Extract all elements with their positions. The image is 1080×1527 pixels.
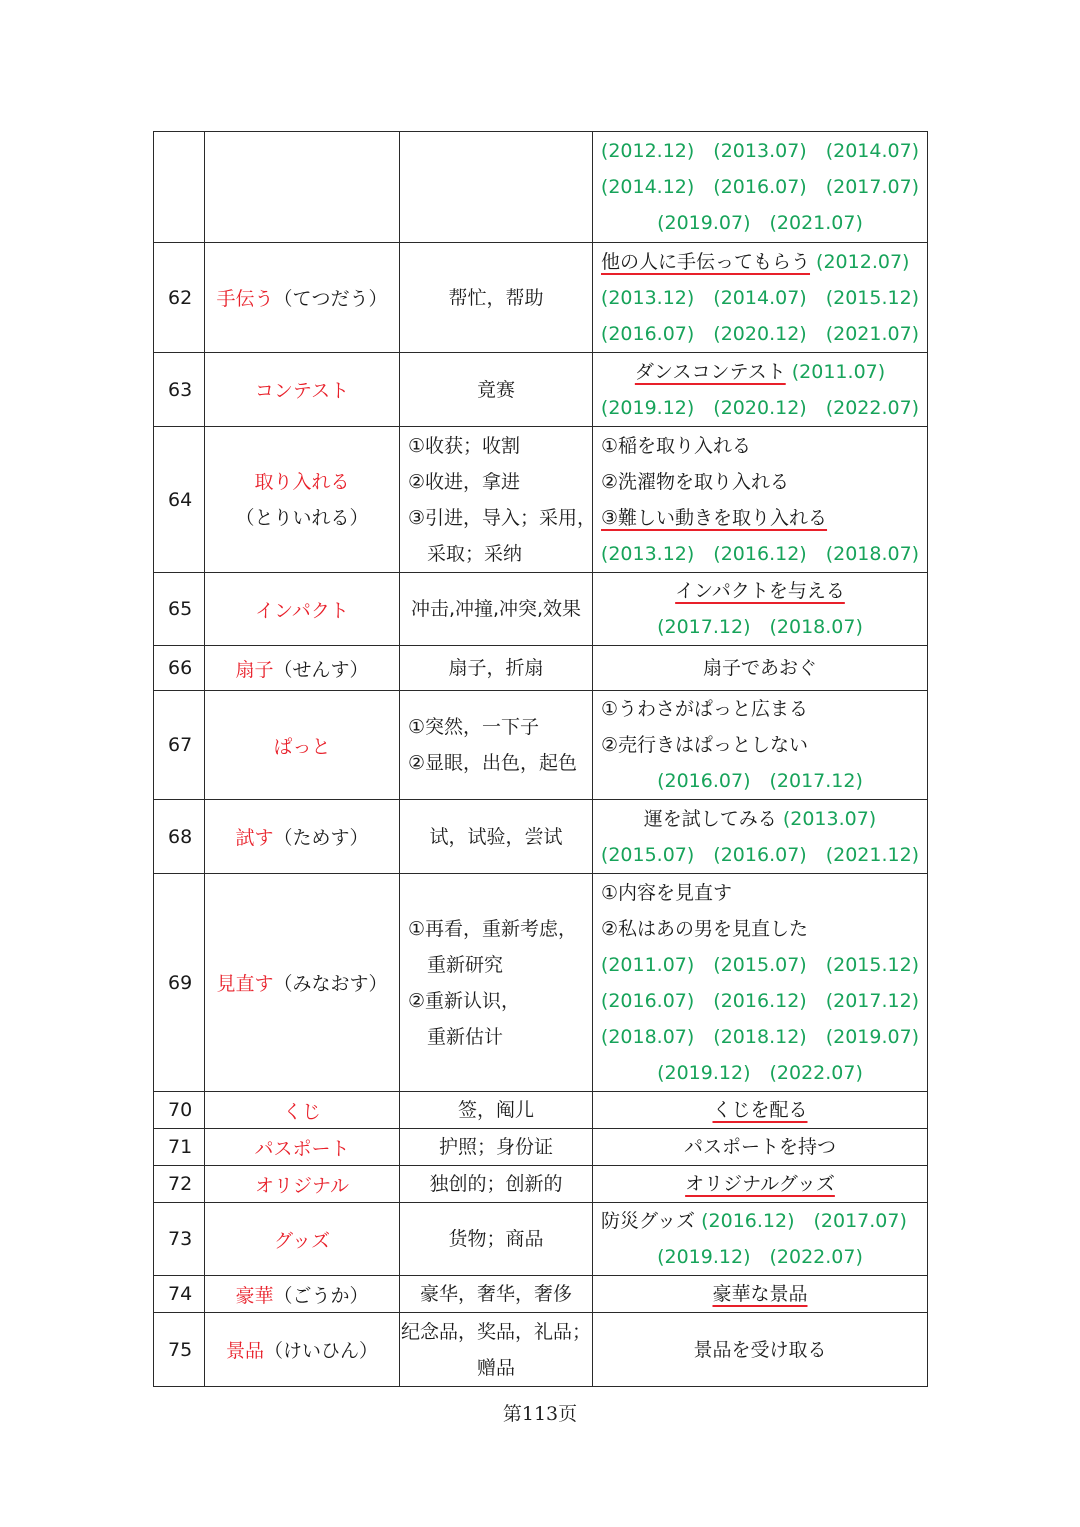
- exam-dates: (2013.12) (2014.07) (2015.12): [600, 286, 920, 309]
- example-sentence: ダンスコンテスト: [634, 360, 786, 383]
- row-number: 67: [154, 691, 205, 800]
- exam-dates: (2012.07): [810, 250, 910, 273]
- example-sentence: 扇子であおぐ: [702, 657, 817, 679]
- example-line: [593, 727, 927, 763]
- example-line: [593, 837, 927, 873]
- keyword: 手伝う: [216, 288, 274, 310]
- example-sentence: 豪華な景品: [712, 1283, 808, 1305]
- example-line: [593, 573, 927, 609]
- keyword: 景品: [225, 1340, 264, 1362]
- meaning-line: 帮忙，帮助: [448, 286, 544, 309]
- example-line: [593, 169, 927, 205]
- exam-dates: (2019.12) (2022.07): [657, 1061, 863, 1084]
- example-line: [593, 650, 927, 686]
- example-cell: [593, 691, 928, 800]
- example-sentence: 他の人に手伝ってもらう: [601, 250, 811, 273]
- vocab-word: [205, 800, 400, 874]
- example-line: [593, 801, 927, 837]
- keyword: 扇子: [235, 658, 274, 681]
- example-line: [593, 691, 927, 727]
- vocab-word: [205, 427, 400, 573]
- keyword: パスポート: [254, 1137, 350, 1160]
- exam-dates: (2011.07) (2015.07) (2015.12): [600, 953, 920, 976]
- example-sentence: 運を試してみる: [643, 807, 777, 830]
- example-cell: [593, 1129, 928, 1166]
- table-row: [154, 1313, 928, 1387]
- row-number: 62: [154, 243, 205, 353]
- meaning-line: 签，阄儿: [457, 1099, 534, 1121]
- meaning-line: 货物；商品: [448, 1228, 544, 1250]
- row-number: 71: [154, 1129, 205, 1166]
- example-sentence: ②売行きはぱっとしない: [601, 734, 809, 756]
- keyword: 見直す: [216, 973, 274, 995]
- meaning-cell: [400, 1276, 593, 1313]
- reading: （せんす）: [273, 658, 369, 681]
- meaning-cell: [400, 132, 593, 243]
- keyword: インパクト: [255, 599, 349, 622]
- example-line: [593, 983, 927, 1019]
- exam-dates: (2015.07) (2016.07) (2021.12): [600, 843, 920, 866]
- example-cell: [593, 1092, 928, 1129]
- exam-dates: (2018.07) (2018.12) (2019.07): [600, 1025, 920, 1048]
- example-line: [593, 500, 927, 536]
- example-line: [593, 609, 927, 645]
- row-number: 75: [154, 1313, 205, 1387]
- example-sentence: ③難しい動きを取り入れる: [601, 506, 828, 529]
- example-line: [593, 280, 927, 316]
- vocab-word: [205, 646, 400, 691]
- example-cell: [593, 874, 928, 1092]
- row-number: [154, 132, 205, 243]
- exam-dates: (2019.07) (2021.07): [657, 212, 863, 234]
- meaning-line: 扇子，折扇: [448, 657, 544, 679]
- table-row: [154, 1092, 928, 1129]
- keyword: オリジナル: [254, 1174, 350, 1197]
- exam-dates: (2013.07): [776, 807, 877, 830]
- table-row: [154, 243, 928, 353]
- example-sentence: ①うわさがぱっと広まる: [601, 698, 809, 720]
- example-cell: [593, 1276, 928, 1313]
- meaning-cell: [400, 1129, 593, 1166]
- example-cell: [593, 427, 928, 573]
- vocab-word: [205, 1203, 400, 1276]
- example-cell: [593, 243, 928, 353]
- vocab-word: [205, 243, 400, 353]
- meaning-line: ②重新认识，: [408, 989, 521, 1012]
- row-number: 74: [154, 1276, 205, 1313]
- table-row: [154, 691, 928, 800]
- meaning-line: 独创的；创新的: [429, 1173, 563, 1195]
- meaning-line: 重新研究: [427, 953, 504, 976]
- meaning-line: 护照；身份证: [438, 1136, 553, 1158]
- exam-dates: (2017.12) (2018.07): [657, 616, 863, 638]
- example-line: [593, 205, 927, 241]
- example-line: [593, 133, 927, 169]
- example-cell: [593, 573, 928, 646]
- example-line: [593, 1092, 927, 1128]
- example-sentence: 防災グッズ: [601, 1210, 696, 1232]
- meaning-line: ①再看，重新考虑，: [408, 917, 578, 940]
- reading: （ためす）: [273, 827, 369, 849]
- meaning-cell: [400, 427, 597, 573]
- page-number: 第113页: [502, 1403, 578, 1425]
- example-line: [593, 1332, 927, 1368]
- exam-dates: (2016.07) (2020.12) (2021.07): [600, 322, 920, 345]
- example-line: [593, 947, 927, 983]
- meaning-line: 赠品: [476, 1356, 515, 1379]
- row-number: 63: [154, 353, 205, 427]
- keyword: グッズ: [273, 1229, 331, 1252]
- reading: （けいひん）: [264, 1340, 379, 1362]
- exam-dates: (2013.12) (2016.12) (2018.07): [600, 542, 920, 565]
- table-row: [154, 1129, 928, 1166]
- meaning-cell: [400, 1092, 593, 1129]
- keyword: 試す: [235, 827, 274, 849]
- meaning-line: ①收获；收割: [408, 434, 521, 457]
- vocab-word: [205, 874, 400, 1092]
- meaning-cell: [400, 243, 593, 353]
- meaning-line: ②收进，拿进: [408, 470, 521, 493]
- meaning-cell: [400, 800, 593, 874]
- vocab-word: [205, 353, 400, 427]
- reading: （ごうか）: [273, 1284, 369, 1307]
- example-cell: [593, 1313, 928, 1387]
- keyword: 取り入れる: [254, 470, 350, 493]
- example-sentence: オリジナルグッズ: [685, 1173, 835, 1195]
- meaning-cell: [400, 646, 593, 691]
- example-line: [593, 1019, 927, 1055]
- row-number: 65: [154, 573, 205, 646]
- row-number: 64: [154, 427, 205, 573]
- exam-dates: (2016.07) (2017.12): [657, 770, 863, 792]
- exam-dates: (2016.12) (2017.07): [695, 1210, 907, 1232]
- row-number: 68: [154, 800, 205, 874]
- example-line: [593, 1129, 927, 1165]
- table-row: [154, 353, 928, 427]
- table-row: [154, 646, 928, 691]
- row-number: 66: [154, 646, 205, 691]
- meaning-cell: [400, 1166, 593, 1203]
- example-cell: [593, 646, 928, 691]
- vocabulary-table: [153, 131, 928, 1387]
- meaning-cell: [400, 353, 593, 427]
- meaning-line: 竟赛: [476, 378, 515, 401]
- vocab-word: [205, 132, 400, 243]
- example-cell: [593, 800, 928, 874]
- reading: （みなおす）: [273, 973, 388, 995]
- table-row: [154, 874, 928, 1092]
- keyword: ぱっと: [273, 735, 331, 758]
- meaning-line: 纪念品，奖品，礼品；: [400, 1320, 591, 1343]
- example-line: [593, 428, 927, 464]
- example-line: [593, 875, 927, 911]
- example-line: [593, 464, 927, 500]
- meaning-line: 冲击,冲撞,冲突,效果: [410, 598, 582, 620]
- example-line: [593, 354, 927, 390]
- example-line: [593, 244, 927, 280]
- keyword: くじ: [282, 1100, 321, 1123]
- meaning-cell: [400, 691, 593, 800]
- example-cell: [593, 132, 928, 243]
- meaning-cell: [400, 573, 593, 646]
- meaning-line: 豪华，奢华，奢侈: [419, 1283, 572, 1305]
- example-sentence: パスポートを持つ: [683, 1136, 836, 1158]
- example-line: [593, 1166, 927, 1202]
- exam-dates: (2019.12) (2022.07): [657, 1246, 863, 1268]
- row-number: 72: [154, 1166, 205, 1203]
- example-line: [593, 316, 927, 352]
- keyword: コンテスト: [254, 380, 350, 402]
- example-sentence: ①稲を取り入れる: [601, 434, 752, 457]
- row-number: 73: [154, 1203, 205, 1276]
- meaning-line: 重新估计: [427, 1025, 504, 1048]
- vocab-word: [205, 691, 400, 800]
- vocab-word: [205, 1313, 400, 1387]
- table-row: [154, 427, 928, 573]
- exam-dates: (2011.07): [785, 360, 886, 383]
- meaning-cell: [400, 1203, 593, 1276]
- reading: （てつだう）: [273, 288, 388, 310]
- exam-dates: (2014.12) (2016.07) (2017.07): [600, 176, 920, 198]
- row-number: 69: [154, 874, 205, 1092]
- example-line: [593, 1203, 927, 1239]
- example-cell: [593, 1166, 928, 1203]
- row-number: 70: [154, 1092, 205, 1129]
- exam-dates: (2019.12) (2020.12) (2022.07): [600, 396, 920, 419]
- example-cell: [593, 353, 928, 427]
- keyword: 豪華: [235, 1284, 274, 1307]
- example-line: [593, 536, 927, 572]
- meaning-line: 试，试验，尝试: [429, 825, 563, 848]
- example-sentence: 景品を受け取る: [693, 1338, 827, 1361]
- meaning-cell: [400, 1313, 593, 1387]
- example-sentence: インパクトを与える: [675, 580, 845, 602]
- exam-dates: (2016.07) (2016.12) (2017.12): [600, 989, 920, 1012]
- meaning-line: ②显眼，出色，起色: [408, 752, 578, 774]
- example-cell: [593, 1203, 928, 1276]
- meaning-line: 采取；采纳: [427, 542, 523, 565]
- example-line: [593, 911, 927, 947]
- table-row: [154, 1276, 928, 1313]
- vocab-word: [205, 1129, 400, 1166]
- example-line: [593, 1055, 927, 1091]
- table-row: [154, 573, 928, 646]
- vocab-word: [205, 1166, 400, 1203]
- vocab-word: [205, 1276, 400, 1313]
- example-line: [593, 390, 927, 426]
- meaning-cell: [400, 874, 593, 1092]
- exam-dates: (2012.12) (2013.07) (2014.07): [600, 140, 920, 162]
- vocab-word: [205, 1092, 400, 1129]
- table-row: [154, 132, 928, 243]
- example-sentence: ②私はあの男を見直した: [601, 917, 809, 940]
- example-line: [593, 1239, 927, 1275]
- meaning-line: ①突然，一下子: [408, 716, 540, 738]
- example-line: [593, 763, 927, 799]
- example-sentence: ②洗濯物を取り入れる: [601, 470, 790, 493]
- meaning-line: ③引进，导入；采用，: [408, 506, 597, 529]
- table-row: [154, 800, 928, 874]
- example-line: [593, 1276, 927, 1312]
- example-sentence: ①内容を見直す: [601, 881, 733, 904]
- table-row: [154, 1166, 928, 1203]
- example-sentence: くじを配る: [712, 1099, 808, 1121]
- reading: （とりいれる）: [235, 506, 369, 529]
- table-row: [154, 1203, 928, 1276]
- vocab-word: [205, 573, 400, 646]
